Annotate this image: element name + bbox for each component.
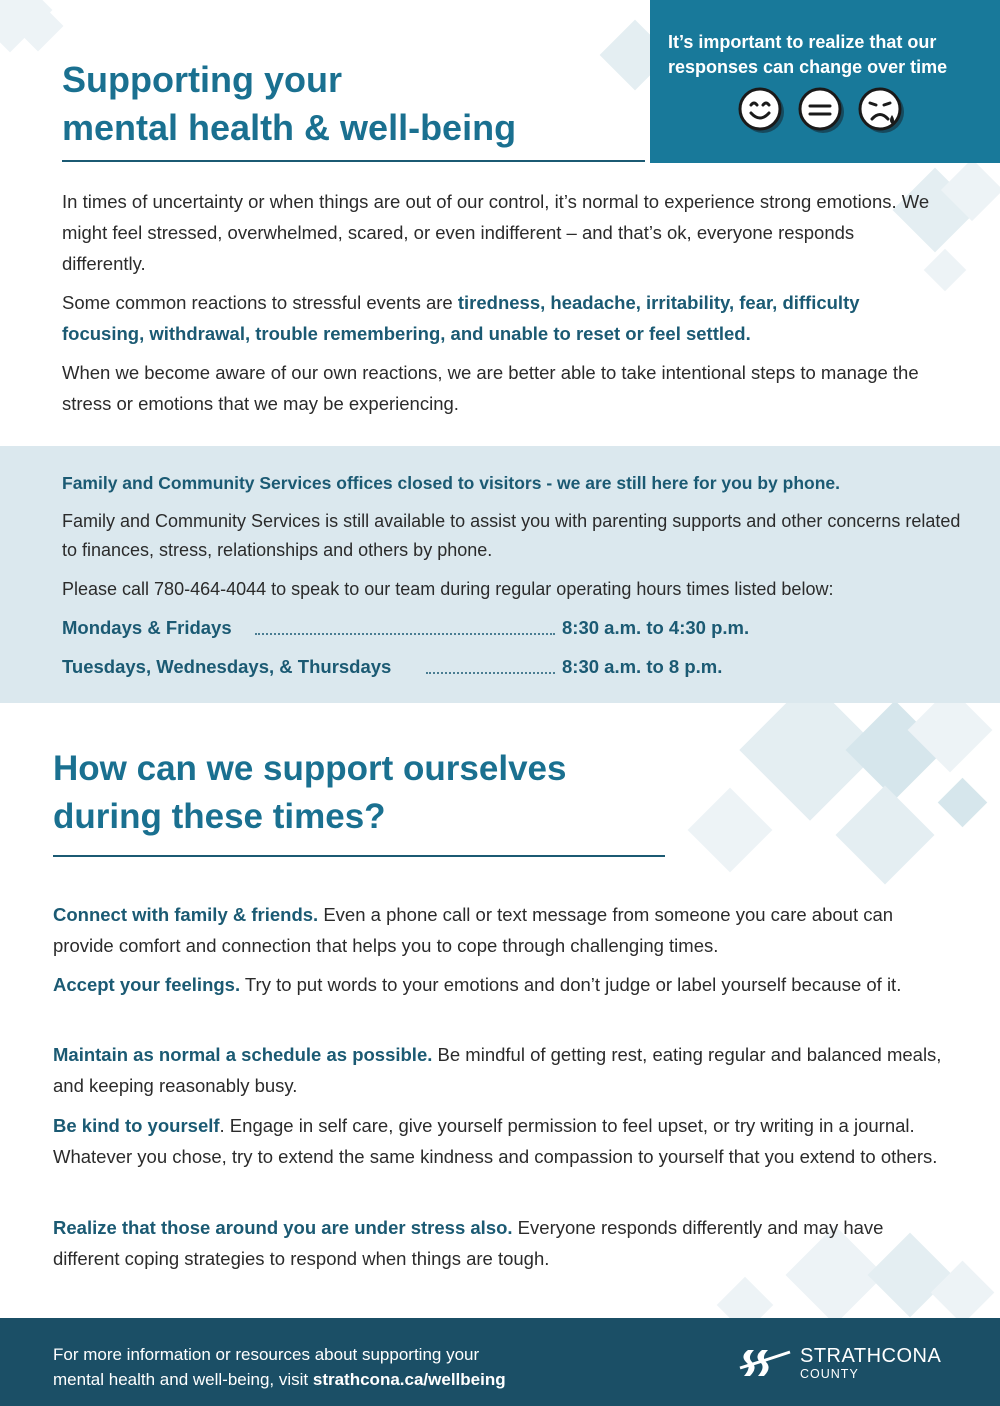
services-description: Family and Community Services is still available to assist you with parenting supports and other concerns related to finances, stress, relationships and others by phone. [62,511,961,560]
callout-line1: It’s important to realize that our [668,32,937,52]
tip-text: Be mindful of getting rest, eating regular and balanced meals, and keeping reasonably busy. [53,1044,942,1096]
intro-paragraph-3: When we become aware of our own reactions, we are better able to take intentional steps to manage the stress or emotions that we may be experiencing. [62,362,919,414]
intro-paragraph-2-lead: Some common reactions to stressful events are [62,292,458,313]
callout-line2-bold: change over time [799,57,948,77]
hours-row [62,613,822,643]
tip-item [53,1110,953,1172]
decorative-diamond [688,788,773,873]
intro-paragraph-2 [62,287,942,349]
tip-item [53,899,953,961]
callout-line2-lead: responses can [668,57,800,77]
title-divider [62,160,645,162]
services-heading: Family and Community Services offices closed to visitors - we are still here for you by phone. [62,473,840,493]
section-heading-line2: during these times? [53,797,386,836]
tip-item [53,1212,953,1274]
tip-lead: Be kind to yourself [53,1115,220,1136]
leader-dots [255,633,555,635]
tip-lead: Realize that those around you are under stress also. [53,1217,513,1238]
section-heading-line1: How can we support ourselves [53,749,567,788]
tip-lead: Maintain as normal a schedule as possible. [53,1044,433,1065]
page-title [62,56,622,152]
footer [0,1318,1000,1406]
strathcona-logo-icon [738,1348,792,1378]
page-title-line2: mental health & well-being [62,107,517,148]
tip-lead: Accept your feelings. [53,974,241,995]
hours-time: 8:30 a.m. to 8 p.m. [562,656,723,677]
footer-text [53,1342,673,1392]
services-phone-text: Please call 780-464-4044 to speak to our team during regular operating hours times listed below: [62,579,834,599]
tip-lead: Connect with family & friends. [53,904,319,925]
stress-reactions-list: tiredness, headache, irritability, fear, difficulty focusing, withdrawal, trouble remembering, and unable to reset or feel settled. [62,292,860,344]
crying-face-icon [858,87,906,135]
leader-dots [426,672,555,674]
decorative-diamond [938,778,987,827]
page-title-line1: Supporting your [62,59,342,100]
decorative-diamond [836,786,935,885]
tip-text: . Engage in self care, give yourself permission to feel upset, or try writing in a journal. Whatever you chose, try to extend the same kindness and compassion to yourself that you extend to others. [53,1115,938,1167]
tip-text: Even a phone call or text message from someone you care about can provide comfort and connection that helps you to cope through challenging times. [53,904,894,956]
callout-box [650,0,1000,163]
section-divider [53,855,665,857]
footer-line1: For more information or resources about supporting your [53,1345,480,1364]
hours-time: 8:30 a.m. to 4:30 p.m. [562,617,750,638]
logo-name: STRATHCONA [800,1345,942,1367]
hours-days: Mondays & Fridays [62,617,232,638]
section-heading [53,745,693,841]
neutral-face-icon [798,87,846,135]
smiling-face-icon [738,87,786,135]
footer-line2-lead: mental health and well-being, visit [53,1370,313,1389]
tip-text: Try to put words to your emotions and don’t judge or label yourself because of it. [240,974,902,995]
wellbeing-link[interactable]: strathcona.ca/wellbeing [312,1370,506,1389]
tip-item [53,1039,953,1101]
tip-text: Everyone responds differently and may have different coping strategies to respond when things are tough. [53,1217,884,1269]
hours-row [62,652,822,682]
footer-line2 [53,1367,673,1392]
tip-item [53,969,953,1000]
callout-text [668,30,993,80]
callout-line2 [668,55,993,80]
intro-paragraph-1: In times of uncertainty or when things are out of our control, it’s normal to experience strong emotions. We might feel stressed, overwhelmed, scared, or even indifferent – and that’s ok, everyone responds differently. [62,191,930,274]
hours-days: Tuesdays, Wednesdays, & Thursdays [62,656,392,677]
logo-sub: COUNTY [800,1367,859,1381]
